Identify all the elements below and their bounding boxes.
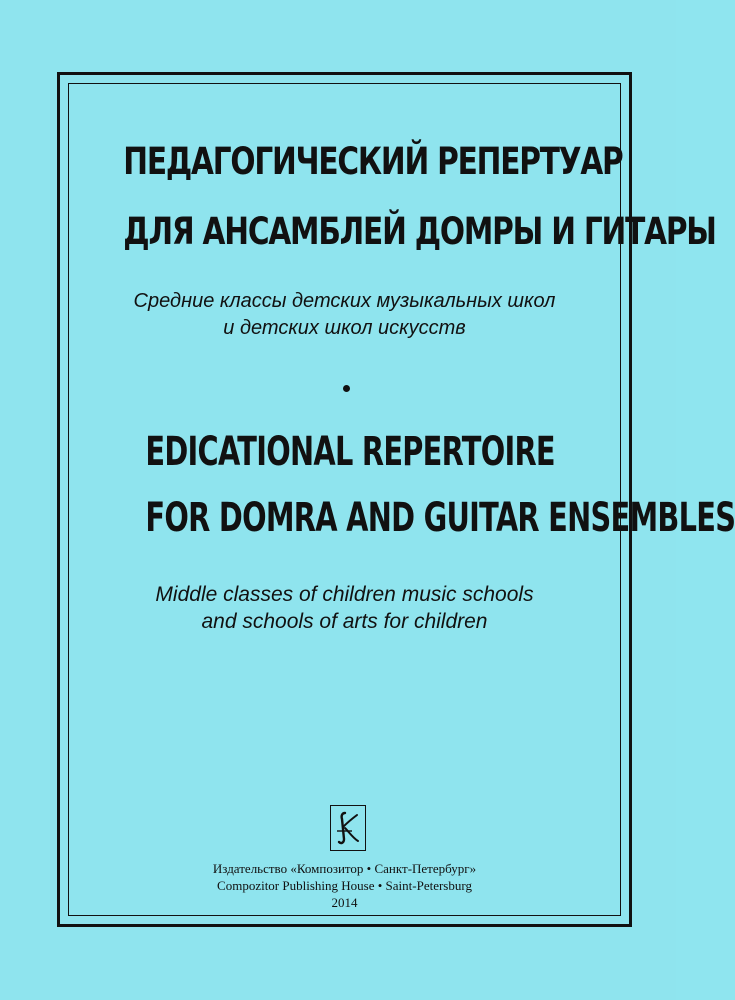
russian-title-line-2: ДЛЯ АНСАМБЛЕЙ ДОМРЫ И ГИТАРЫ (123, 210, 716, 253)
separator-bullet-icon (343, 385, 350, 392)
russian-title-line-1: ПЕДАГОГИЧЕСКИЙ РЕПЕРТУАР (123, 140, 623, 183)
english-subtitle-line-2: and schools of arts for children (201, 610, 488, 633)
publisher-name-english: Compozitor Publishing House • Saint-Petersburg (217, 878, 472, 893)
english-title-line-1: EDICATIONAL REPERTOIRE (145, 429, 555, 475)
russian-subtitle-line-1: Средние классы детских музыкальных школ (133, 290, 556, 312)
publisher-name-russian: Издательство «Композитор • Санкт-Петербург» (212, 861, 477, 876)
publisher-logo-k-glyph (331, 806, 364, 849)
russian-subtitle-line-2: и детских школ искусств (223, 317, 466, 339)
publication-year: 2014 (331, 895, 358, 910)
english-subtitle-line-1: Middle classes of children music schools (155, 583, 534, 606)
publisher-logo-icon (330, 805, 366, 851)
english-title-line-2: FOR DOMRA AND GUITAR ENSEMBLES (145, 495, 735, 541)
